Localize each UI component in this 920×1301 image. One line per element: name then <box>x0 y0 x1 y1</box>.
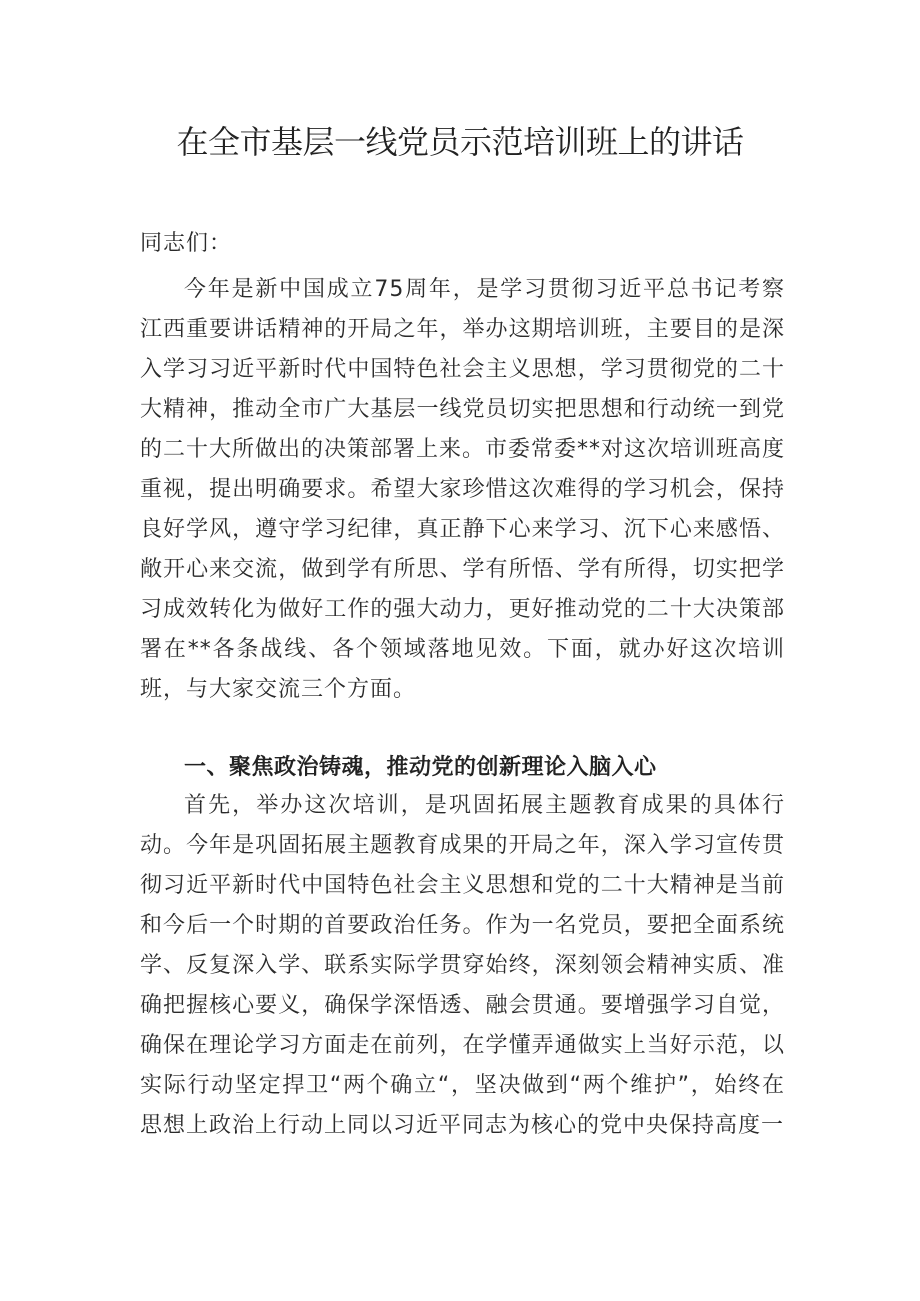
paragraph-section-1: 首先，举办这次培训，是巩固拓展主题教育成果的具体行动。今年是巩固拓展主题教育成果的开局之年，深入学习宣传贯彻习近平新时代中国特色社会主义思想和党的二十大精神是当前和今后一个时期的首要政治任务。作为一名党员，要把全面系统学、反复深入学、联系实际学贯穿始终，深刻领会精神实质、准确把握核心要义，确保学深悟透、融会贯通。要增强学习自觉，确保在理论学习方面走在前列，在学懂弄通做实上当好示范，以实际行动坚定捍卫“两个确立“，坚决做到“两个维护”，始终在思想上政治上行动上同以习近平同志为核心的党中央保持高度一 <box>140 793 785 1138</box>
salutation: 同志们： <box>140 231 233 256</box>
paragraph-intro: 今年是新中国成立75周年，是学习贯彻习近平总书记考察江西重要讲话精神的开局之年，举办这期培训班，主要目的是深入学习习近平新时代中国特色社会主义思想，学习贯彻党的二十大精神，推动全市广大基层一线党员切实把思想和行动统一到党的二十大所做出的决策部署上来。市委常委**对这次培训班高度重视，提出明确要求。希望大家珍惜这次难得的学习机会，保持良好学风，遵守学习纪律，真正静下心来学习、沉下心来感悟、敞开心来交流，做到学有所思、学有所悟、学有所得，切实把学习成效转化为做好工作的强大动力，更好推动党的二十大决策部署在**各条战线、各个领域落地见效。下面，就办好这次培训班，与大家交流三个方面。 <box>140 277 786 702</box>
section-heading-1: 一、聚焦政治铸魂，推动党的创新理论入脑入心 <box>184 755 657 780</box>
document-title: 在全市基层一线党员示范培训班上的讲话 <box>176 123 744 161</box>
